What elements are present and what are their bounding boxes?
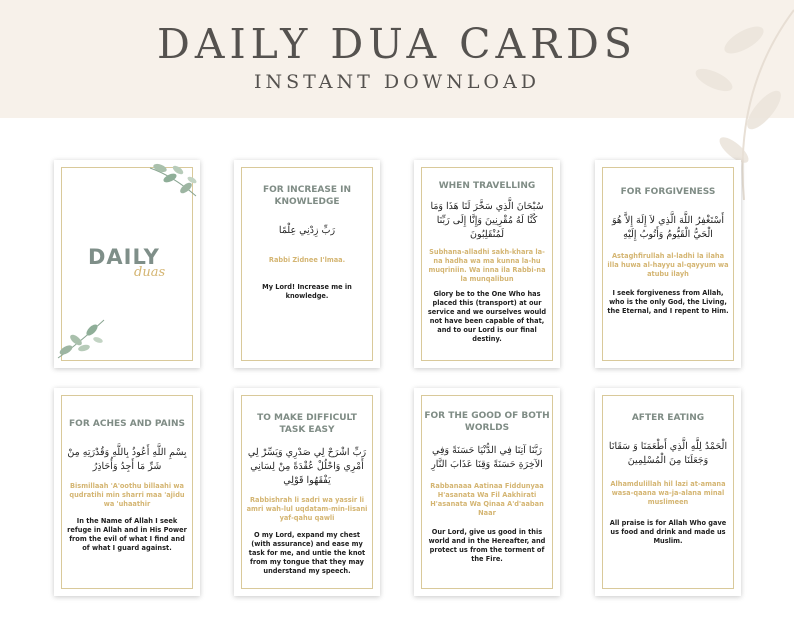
dua-transliteration: Bismillaah 'A'oothu billaahi wa qudratihi min sharri maa 'ajidu wa 'uhaathir [69, 482, 185, 508]
cover-script-text: duas [134, 265, 166, 280]
dua-meaning: My Lord! Increase me in knowledge. [262, 283, 352, 300]
dua-arabic-text: بِسْمِ اللَّهِ أَعُوذُ بِاللَّهِ وَقُدْرَتِهِ مِنْ شَرِّ مَا أَجِدُ وَأُحَاذِرُ [67, 447, 187, 472]
dua-arabic-text: رَبَّنَا آتِنَا فِي الدُّنْيَا حَسَنَةً وَفِي الآخِرَةِ حَسَنَةً وَقِنَا عَذَابَ النَّارِ [431, 445, 543, 470]
dua-meaning: Glory be to the One Who has placed this (transport) at our service and we ourselves would not have been capable of that, and to our Lord is our final destiny. [427, 290, 547, 343]
dua-card [414, 388, 560, 596]
dua-arabic-text: أَسْتَغْفِرُ اللَّهَ الَّذِي لاَ إِلَهَ إِلاَّ هُوَ الْحَيُّ الْقَيُّومُ وَأَتُوبُ إِلَيْهِ [612, 215, 724, 240]
dua-card-title: TO MAKE DIFFICULT TASK EASY [257, 413, 357, 435]
cover-title: DAILY [88, 245, 160, 269]
dua-meaning: In the Name of Allah I seek refuge in Allah and in His Power from the evil of what I find and of what I guard against. [67, 517, 187, 552]
page-title: DAILY DUA CARDS [157, 20, 637, 68]
dua-arabic-text: رَبِّ اشْرَحْ لِي صَدْرِي وَيَسِّرْ لِي أَمْرِي وَاحْلُلْ عُقْدَةً مِنْ لِسَانِي يَفْقَهُوا قَوْلِي [247, 447, 367, 486]
page-subtitle: INSTANT DOWNLOAD [254, 71, 540, 93]
dua-card [234, 388, 380, 596]
cover-card [54, 160, 200, 368]
dua-meaning: All praise is for Allah Who gave us food and drink and made us Muslim. [609, 519, 727, 545]
dua-transliteration: Subhana-alladhi sakh-khara la-na hadha wa ma kunna la-hu muqriniin. Wa inna ila Rabbi-na la munqalibun [428, 248, 546, 283]
dua-card-title: FOR ACHES AND PAINS [69, 419, 185, 429]
dua-card [595, 160, 741, 368]
dua-card-title: FOR THE GOOD OF BOTH WORLDS [424, 411, 550, 433]
dua-meaning: O my Lord, expand my chest (with assurance) and ease my task for me, and untie the knot from my tongue that they may understand my speech. [248, 531, 366, 575]
leaf-decoration-icon [148, 162, 198, 202]
leaf-decoration-icon [56, 318, 106, 360]
dua-arabic-text: سُبْحَانَ الَّذِي سَخَّرَ لَنَا هَذَا وَمَا كُنَّا لَهُ مُقْرِنِينَ وَإِنَّا إِلَى رَبِّنَا لَمُنْقَلِبُونَ [430, 201, 544, 240]
dua-arabic-text: الْحَمْدُ لِلَّهِ الَّذِي أَطْعَمَنَا وَ سَقَانَا وَجَعَلَنَا مِنَ الْمُسْلِمِينَ [608, 441, 728, 466]
dua-transliteration: Alhamdulillah hil lazi at-amana wasa-qaana wa-ja-alana minal muslimeen [610, 480, 726, 506]
dua-meaning: I seek forgiveness from Allah, who is the only God, the Living, the Eternal, and I repent to Him. [607, 289, 729, 315]
dua-card-title: AFTER EATING [631, 413, 705, 423]
dua-transliteration: Rabbishrah li sadri wa yassir li amri wah-lul uqdatam-min-lisani yaf-qahu qawli [246, 496, 368, 522]
dua-meaning: Our Lord, give us good in this world and in the Hereafter, and protect us from the torment of the Fire. [428, 528, 546, 563]
dua-transliteration: Rabbi Zidnee I'lmaa. [268, 256, 346, 264]
dua-card-title: FOR INCREASE IN KNOWLEDGE [262, 185, 352, 207]
dua-card [595, 388, 741, 596]
dua-transliteration: Rabbanaaa Aatinaa Fiddunyaa H'asanata Wa Fil Aakhirati H'asanata Wa Qinaa A'd'aaban Naar [430, 482, 544, 517]
dua-arabic-text: رَبِّ زِدْنِي عِلْمًا [278, 225, 336, 236]
dua-card-title: WHEN TRAVELLING [438, 181, 536, 191]
dua-card [414, 160, 560, 368]
dua-card [54, 388, 200, 596]
dua-transliteration: Astaghfirullah al-ladhi la ilaha illa huwa al-hayyu al-qayyum wa atubu ilayh [607, 252, 729, 278]
dua-card-title: FOR FORGIVENESS [620, 187, 716, 197]
header-banner [0, 0, 794, 118]
dua-card [234, 160, 380, 368]
